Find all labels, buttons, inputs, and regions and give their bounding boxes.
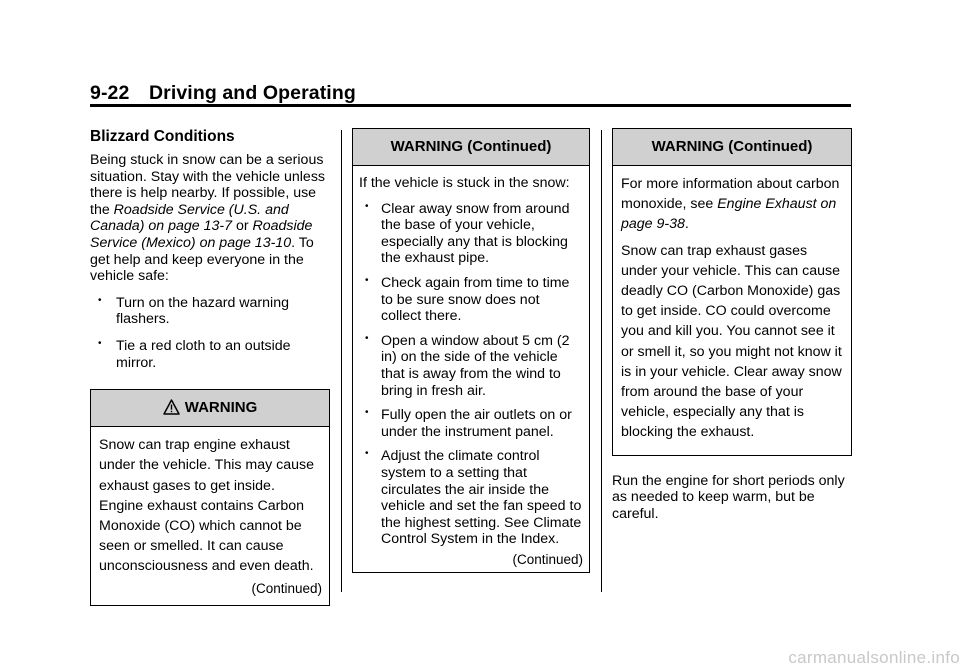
- list-item: • Tie a red cloth to an outside mirror.: [98, 337, 291, 371]
- warning-body: [91, 427, 329, 605]
- bullet-icon: •: [98, 294, 102, 306]
- warning-title: WARNING: [184, 399, 258, 417]
- column-divider: [341, 130, 342, 592]
- page-number: 9-22: [90, 82, 130, 104]
- column-middle: [352, 128, 590, 573]
- warning-steps: [359, 201, 583, 548]
- list-item: • Fully open the air outlets on or under the instrument panel.: [365, 407, 572, 440]
- cross-reference: Engine Exhaust on page 9-38: [621, 196, 837, 233]
- safety-list: [90, 295, 330, 371]
- list-item: • Adjust the climate control system to a setting that circulates the air inside the vehicle and set the fan speed to the highest setting. See Climate Control System in the Index.: [365, 448, 582, 548]
- continued-label: (Continued): [251, 580, 322, 596]
- list-item: • Open a window about 5 cm (2 in) on the side of the vehicle that is away from the wind to bring in fresh air.: [365, 332, 570, 399]
- bullet-icon: •: [98, 337, 102, 349]
- column-divider: [601, 130, 602, 592]
- cross-reference: Roadside Service (Mexico) on page 13-10: [90, 218, 313, 251]
- header-rule: [90, 104, 851, 107]
- warning-body: [353, 166, 589, 572]
- bullet-icon: •: [365, 332, 369, 344]
- warning-box: [90, 389, 330, 606]
- bullet-icon: •: [365, 448, 369, 460]
- list-item: • Turn on the hazard warning flashers.: [98, 294, 289, 328]
- column-left: [90, 128, 330, 606]
- watermark: carmanualsonline.info: [788, 648, 960, 667]
- section-title: Driving and Operating: [148, 82, 356, 104]
- warning-box-continued: [352, 128, 590, 573]
- warning-lead: If the vehicle is stuck in the snow:: [359, 175, 570, 191]
- warning-body: [613, 166, 851, 455]
- continued-label: (Continued): [512, 551, 583, 567]
- bullet-icon: •: [365, 407, 369, 419]
- warning-box-continued: [612, 128, 852, 456]
- warning-text: Snow can trap engine exhaust under the vehicle. This may cause exhaust gases to get inside. Engine exhaust contains Carbon Monoxide (CO) which cannot be seen or smelled. It can cause unconsciousness and even death.: [99, 437, 315, 575]
- bullet-icon: •: [365, 274, 369, 286]
- warning-header: [91, 390, 329, 427]
- page-header: [90, 82, 356, 105]
- warning-paragraph: Snow can trap exhaust gases under your vehicle. This can cause deadly CO (Carbon Monoxide) gas to get inside. CO could overcome you and kill you. You cannot see it or smell it, so you might not know it is in your vehicle. Clear away snow from around the base of your vehicle, especially any that is blocking the exhaust.: [621, 242, 842, 441]
- closing-paragraph: Run the engine for short periods only as needed to keep warm, but be careful.: [612, 472, 845, 522]
- warning-header: WARNING (Continued): [613, 129, 851, 166]
- intro-paragraph: Being stuck in snow can be a serious situation. Stay with the vehicle unless there is help nearby. If possible, use the Roadside Service (U.S. and Canada) on page 13-7 or Roadside Service (Mexico) on page 13-10. To get help and keep everyone in the vehicle safe:: [90, 152, 326, 285]
- bullet-icon: •: [365, 200, 369, 212]
- section-heading: Blizzard Conditions: [90, 128, 235, 145]
- warning-triangle-icon: [163, 399, 180, 415]
- list-item: • Clear away snow from around the base of your vehicle, especially any that is blocking the exhaust pipe.: [365, 200, 570, 267]
- cross-reference: Roadside Service (U.S. and Canada) on page 13-7: [90, 201, 289, 235]
- warning-paragraph: For more information about carbon monoxide, see Engine Exhaust on page 9-38.: [621, 176, 840, 233]
- column-right: [612, 128, 852, 527]
- list-item: • Check again from time to time to be sure snow does not collect there.: [365, 274, 570, 325]
- warning-header: WARNING (Continued): [353, 129, 589, 166]
